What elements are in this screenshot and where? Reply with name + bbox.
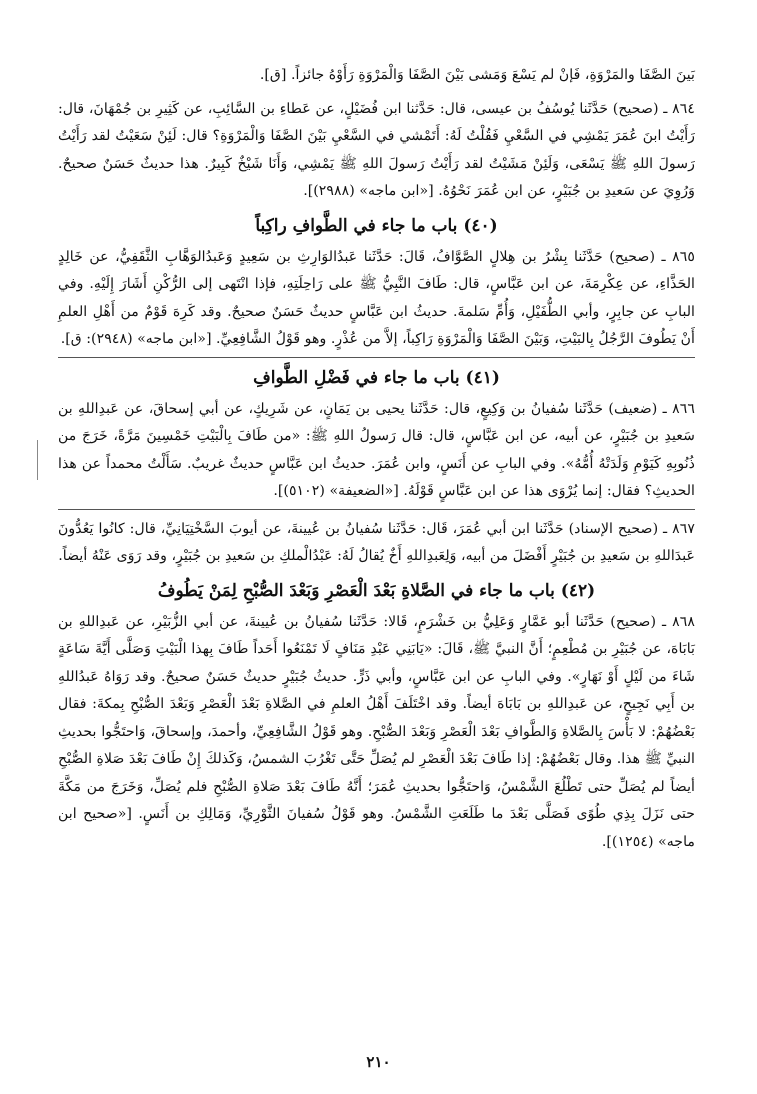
hadith-867: ٨٦٧ ـ (صحيح الإسناد) حَدَّثَنا ابن أبي عُمَرَ، قَال: حَدَّثَنا سُفيانُ بن عُيينةَ، عن أيوبَ السَّخْتِيَانِيِّ، قال: كانُوا يَعُدُّونَ عَبدَاللهِ بن سَعيدِ بن جُبَيْرٍ أَفْضَلَ من أبيه، وَلِعَبدِاللهِ أَخٌ يُقالُ لَهُ: عَبْدُالْملكِ بن سَعيدِ بن جُبَيْرٍ، وقد رَوَى عَنْهُ أيضاً.: [58, 520, 695, 564]
hadith-868: ٨٦٨ ـ (صحيح) حَدَّثَنا أبو عَمَّارٍ وَعَلِيُّ بن خَشْرَمٍ، قَالا: حَدَّثَنا سُفيانُ بن عُيينةَ، عن أبي الزُّبَيْرِ، عن عَبدِاللهِ بن بَابَاهَ، عن جُبَيْرِ بن مُطْعِمٍ؛ أَنَّ النبيَّ ﷺ، قَالَ: «يَابَنِي عَبْدِ مَنَافٍ لَا تَمْنَعُوا أَحَداً طَافَ بِهذا الْبَيْتِ وَصَلَّى أَيَّةَ سَاعَةٍ شَاءَ من لَيْلٍ أَوْ نَهَارٍ». وفي البابِ عن ابن عَبَّاسٍ، وأبي ذَرٍّ. حديثُ جُبَيْرٍ حديثٌ حَسَنٌ صحيحٌ. وقد رَوَاهُ عَبدُاللهِ بن أَبِي نَجِيحٍ، عن عَبدِاللهِ بن بَابَاهَ أيضاً. وقد اخْتَلَفَ أَهْلُ العلمِ في الصَّلاةِ بَعْدَ الْعَصْرِ وَبَعْدَ الصُّبْحِ بِمكةَ: فقال بَعْضُهُمْ: لا بَأْسَ بِالصَّلاةِ وَالطَّوافِ بَعْدَ الْعَصْرِ وَبَعْدَ الصُّبْحِ. وهو قَوْلُ الشَّافِعِيِّ، وأحمدَ، وإسحاقَ، وَاحتَجُّوا بحديثِ النبيِّ ﷺ هذا. وقال بَعْضُهُمْ: إذا طَافَ بَعْدَ الْعَصْرِ لم يُصَلِّ حَتَّى تَغْرُبَ الشمسُ، وَكَذلكَ إِنْ طَافَ بَعْدَ صَلاةِ الصُّبْحِ أيضاً لم يُصَلِّ حتى تَطْلُعَ الشَّمْسُ، وَاحتَجُّوا بحديثِ عُمَرَ؛ أَنَّهُ طَافَ بَعْدَ صَلاةِ الصُّبْحِ فلم يُصَلِّ، وَخَرَجَ من مَكَّةَ حتى نَزَلَ بِذِي طُوًى فَصَلَّى بَعْدَ ما طَلَعَتِ الشَّمْسُ. وهو قَوْلُ سُفيانَ الثَّوْرِيِّ، وَمَالِكِ بن أَنَسٍ. [«صحيح ابن ماجه» (١٢٥٤)].: [58, 613, 695, 850]
section-divider: [58, 509, 695, 510]
hadith-864: ٨٦٤ ـ (صحيح) حَدَّثَنا يُوسُفُ بن عيسى، قال: حَدَّثنا ابن فُضَيْلٍ، عن عَطاءِ بن السَّائِبِ، عن كَثِيرِ بن جُمْهَانَ، قال: رَأَيْتُ ابنَ عُمَرَ يَمْشِي في السَّعْيِ فَقُلْتُ لَهُ: أَتَمْشي في السَّعْيِ بَيْنَ الصَّفَا وَالْمَرْوَةِ؟ قال: لَئِنْ سَعَيْتُ لقد رَأَيْتُ رَسولَ اللهِ ﷺ يَسْعَى، وَلَئِنْ مَشَيْتُ لقد رَأَيْتُ رَسولَ اللهِ ﷺ يَمْشِي، وَأَنَا شَيْخٌ كَبِيرٌ. هذا حديثٌ حَسَنٌ صحيحٌ. وَرُوِيَ عن سَعيدِ بن جُبَيْرٍ، عن ابن عُمَرَ نَحْوُهُ. [«ابن ماجه» (٢٩٨٨)].: [58, 100, 695, 199]
section-divider: [58, 357, 695, 358]
chapter-heading-41: (٤١) باب ما جاء في فَضْلِ الطَّوافِ: [253, 367, 500, 388]
chapter-heading-42: (٤٢) باب ما جاء في الصَّلاةِ بَعْدَ الْعَصْرِ وَبَعْدَ الصُّبْحِ لِمَنْ يَطُوفُ: [157, 580, 596, 601]
margin-mark: [37, 440, 38, 480]
page-number: ٢١٠: [366, 1053, 391, 1071]
hadith-866: ٨٦٦ ـ (ضعيف) حَدَّثَنا سُفيانُ بن وَكِيعٍ، قال: حَدَّثَنا يحيى بن يَمَانٍ، عن شَرِيكٍ، عن أبي إسحاقَ، عن عَبدِاللهِ بن سَعيدِ بن جُبَيْرٍ، عن أبيه، عن ابن عَبَّاسٍ، قال: قال رَسولُ اللهِ ﷺ: «من طَافَ بِالْبَيْتِ خَمْسِينَ مَرَّةً، خَرَجَ من ذُنُوبِهِ كَيَوْمِ وَلَدَتْهُ أُمُّهُ». وفي البابِ عن أَنَسٍ، وابن عُمَرَ. حديثُ ابن عَبَّاسٍ حديثٌ غريبٌ. سَأَلْتُ محمداً عن هذا الحديثِ؟ فقال: إنما يُرْوَى هذا عن ابن عَبَّاسٍ قَوْلَهُ. [«الضعيفة» (٥١٠٢)].: [58, 400, 695, 499]
hadith-865: ٨٦٥ ـ (صحيح) حَدَّثَنا بِشْرُ بن هِلالٍ الصَّوَّافُ، قَالَ: حَدَّثَنا عَبدُالوَارِثِ بن سَعِيدٍ وَعَبدُالوَهَّابِ الثَّقَفِيُّ، عن خَالِدٍ الحَذَّاءِ، عن عِكْرِمَةَ، عن ابن عَبَّاسٍ، قال: طَافَ النَّبِيُّ ﷺ على رَاحِلَتِهِ، فإذا انْتَهى إلى الرُّكْنِ أَشَارَ إِلَيْهِ. وفي البابِ عن جابِرٍ، وأبي الطُّفَيْلِ، وَأُمِّ سَلمةَ. حديثُ ابن عَبَّاسٍ حديثٌ حَسَنٌ صحيحٌ. وقد كَرِهَ قَوْمٌ من أَهْلِ العلمِ أَنْ يَطُوفَ الرَّجُلُ بِالبَيْتِ، وَبَيْنَ الصَّفَا وَالْمَرْوَةِ رَاكِباً، إلاَّ من عُذْرٍ. وهو قَوْلُ الشَّافِعِيِّ. [«ابن ماجه» (٢٩٤٨): ق].: [58, 248, 695, 347]
chapter-heading-40: (٤٠) باب ما جاء في الطَّوافِ راكِباً: [255, 215, 498, 236]
paragraph-continuation: بَينَ الصَّفَا والمَرْوَةِ، فَإنْ لم يَسْعَ وَمَشى بَيْنَ الصَّفَا وَالْمَرْوَةِ رَأَوْهُ جائزاً. [ق].: [259, 67, 695, 83]
